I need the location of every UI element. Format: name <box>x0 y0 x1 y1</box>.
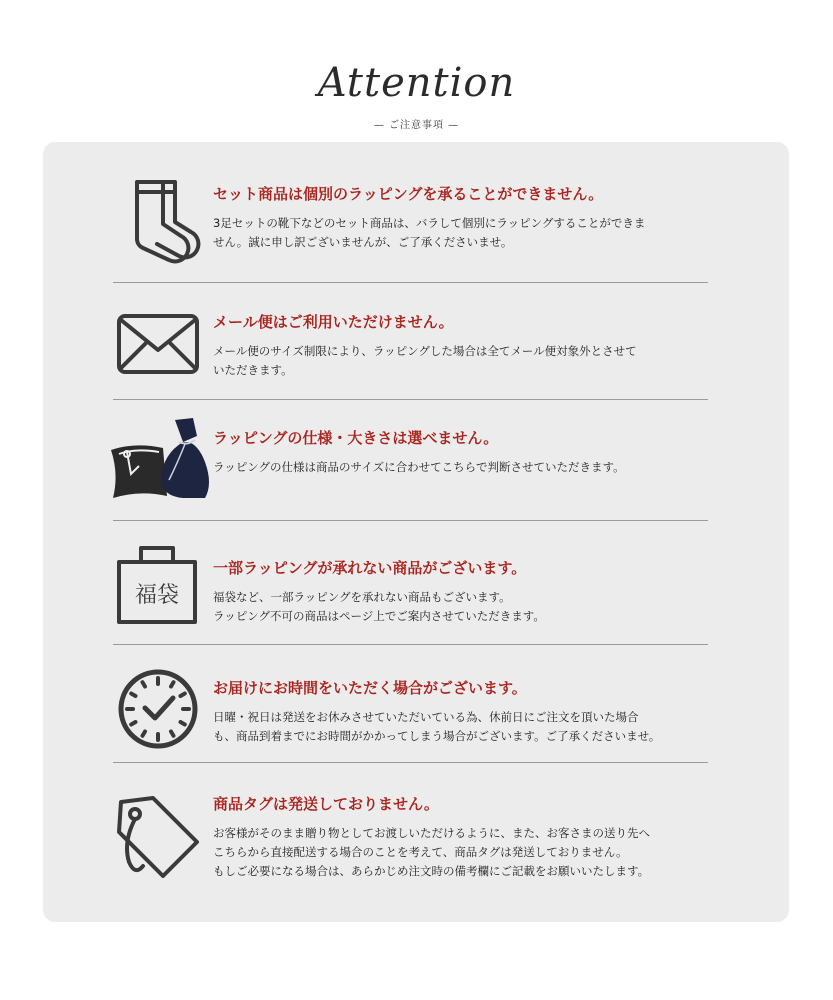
lucky-bag-icon <box>113 542 203 632</box>
envelope-icon <box>113 304 203 394</box>
divider <box>113 644 708 645</box>
clock-icon <box>113 664 203 754</box>
page-header <box>0 0 833 140</box>
notice-heading: お届けにお時間をいただく場合がございます。 <box>213 679 527 697</box>
notice-panel <box>43 142 789 922</box>
page-title: Attention <box>317 60 516 106</box>
price-tag-icon <box>113 792 203 882</box>
divider <box>113 762 708 763</box>
notice-heading: ラッピングの仕様・大きさは選べません。 <box>213 429 499 447</box>
divider <box>113 520 708 521</box>
gift-bag-icon <box>105 414 215 504</box>
notice-body: お客様がそのまま贈り物としてお渡しいただけるように、また、お客さまの送り先へ こちらから直接配送する場合のことを考えて、商品タグは発送しておりません。 もしご必要になる場合は、あらかじめ注文時の備考欄にご記載をお願いいたします。 <box>213 826 650 878</box>
notice-body: 3足セットの靴下などのセット商品は、バラして個別にラッピングすることができま せん。誠に申し訳ございませんが、ご了承くださいませ。 <box>213 216 646 249</box>
notice-heading: 一部ラッピングが承れない商品がございます。 <box>213 559 527 577</box>
divider <box>113 282 708 283</box>
notice-heading: 商品タグは発送しておりません。 <box>213 795 439 813</box>
notice-heading: セット商品は個別のラッピングを承ることができません。 <box>213 185 604 203</box>
lucky-bag-label: 福袋 <box>134 583 180 608</box>
notice-body: 福袋など、一部ラッピングを承れない商品もございます。 ラッピング不可の商品はページ上でご案内させていただきます。 <box>213 590 545 623</box>
notice-heading: メール便はご利用いただけません。 <box>213 313 454 331</box>
notice-body: メール便のサイズ制限により、ラッピングした場合は全てメール便対象外とさせて いただきます。 <box>213 344 637 377</box>
notice-body: ラッピングの仕様は商品のサイズに合わせてこちらで判断させていただきます。 <box>213 460 625 474</box>
page-subtitle: — ご注意事項 — <box>373 120 460 131</box>
divider <box>113 399 708 400</box>
notice-body: 日曜・祝日は発送をお休みさせていただいている為、休前日にご注文を頂いた場合 も、商品到着までにお時間がかかってしまう場合がございます。ご了承くださいませ。 <box>213 710 661 743</box>
socks-icon <box>113 178 203 268</box>
